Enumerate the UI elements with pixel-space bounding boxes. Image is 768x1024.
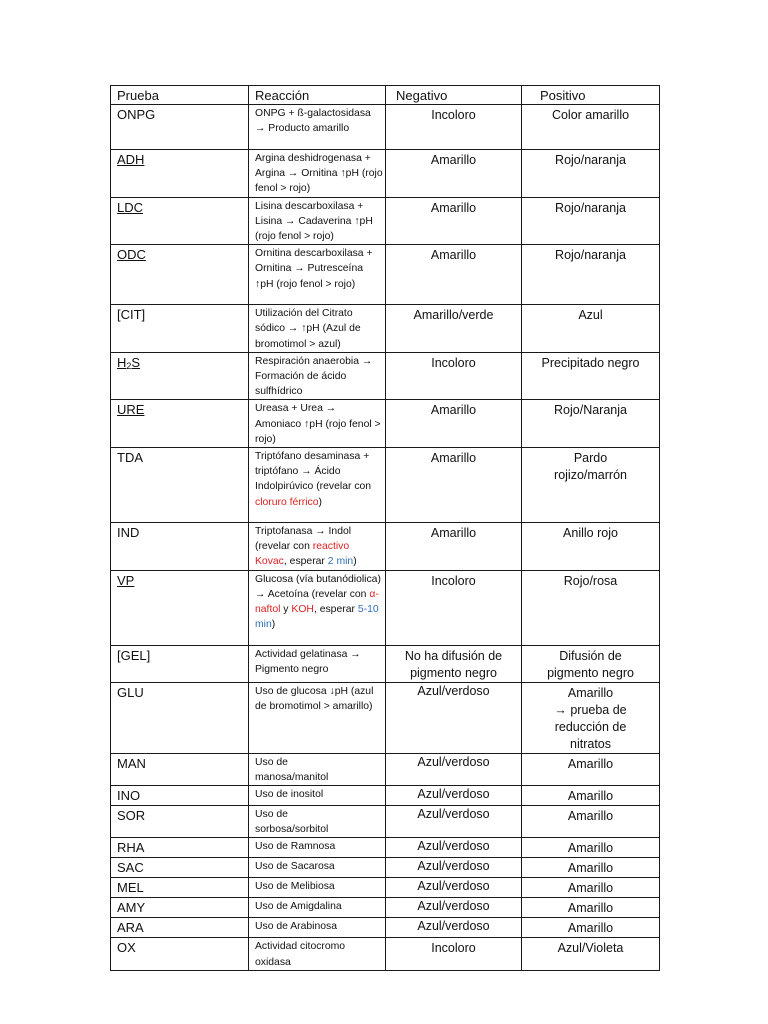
reaction-text: Uso de Amigdalina [255,901,342,913]
negative-result: Amarillo [430,153,477,167]
negative-result: Incoloro [431,355,476,370]
reaction-text: Uso de Sacarosa [255,861,335,873]
reagent-highlight: cloruro férrico [255,496,319,508]
reaction-text: Lisina descarboxilasa + Lisina → Cadaverina ↑pH (rojo fenol > rojo) [255,200,373,243]
reagent-highlight: α-naftol [255,588,379,616]
reaction-text: Uso de glucosa ↓pH (azul de bromotimol > amarillo) [255,685,374,712]
negative-result: Azul/verdoso [417,919,490,934]
reaction-text: Ornitina descarboxilasa + Ornitina → Putresceína ↑pH (rojo fenol > rojo) [255,248,373,290]
test-name: INO [117,788,141,804]
negative-result: Incoloro [431,941,476,956]
table-row-ldc [111,197,660,245]
test-name: [GEL] [117,647,151,663]
negative-result: Azul/verdoso [417,754,490,769]
reaction-text: ONPG + ß-galactosidasa → Producto amarillo [255,108,371,135]
negative-result: Amarillo/verde [413,308,494,323]
reaction-text: Argina deshidrogenasa + Argina → Ornitina ↑pH (rojo fenol > rojo) [255,153,383,195]
table-row-mel [111,878,660,898]
test-name: GLU [117,684,144,700]
reaction-text: Triptófano desaminasa + triptófano → Ácido Indolpirúvico (revelar con cloruro férrico) [255,451,372,508]
reagent-highlight: reactivo Kovac [255,541,350,568]
test-name: IND [117,525,140,541]
negative-result: Amarillo [430,248,477,263]
positive-result: Anillo rojo [563,526,618,541]
table-row-sor [111,806,660,838]
reaction-text: Uso de manosa/manitol [255,756,329,783]
table-row-ind [111,523,660,571]
table-row-ara [111,918,660,938]
negative-result: Azul/verdoso [417,787,490,802]
header-cell-positivo: Positivo [522,86,660,105]
reaction-text: Utilización del Citrato sódico → ↑pH (Azul de bromotimol > azul) [255,308,361,350]
test-name: ONPG [117,107,156,122]
negative-result: Azul/verdoso [417,859,490,874]
table-row-adh [111,150,660,198]
test-name: URE [117,402,145,418]
positive-result: Amarillo [567,921,614,936]
test-name: MEL [117,880,144,896]
test-name: $H_2S$ [117,354,141,371]
test-name: ARA [117,920,144,936]
positive-result: Amarillo [567,881,614,896]
header-cell-negativo: Negativo [386,86,522,105]
reagent-highlight: KOH [291,604,314,616]
positive-result: Amarillo [567,861,614,876]
reaction-text: Uso de inositol [255,789,324,801]
table-row-ox [111,938,660,970]
table-row-cit [111,305,660,353]
negative-result: Azul/verdoso [417,807,490,822]
table-row-amy [111,898,660,918]
table-row-gel [111,645,660,682]
test-name: LDC [117,199,144,215]
positive-result: Amarillo → prueba de reducción de nitratos [554,685,627,751]
reaction-text: Actividad citocromo oxidasa [255,941,346,968]
positive-result: Rojo/naranja [555,200,626,215]
positive-result: Azul [578,308,603,323]
reaction-text: Uso de Melibiosa [255,881,335,893]
table-row-ino [111,786,660,806]
table-row-odc [111,245,660,305]
negative-result: Incoloro [431,573,476,588]
positive-result: Amarillo [567,809,614,824]
test-name: SOR [117,808,146,824]
negative-result: Azul/verdoso [417,879,490,894]
positive-result: Rojo/rosa [563,573,618,588]
positive-result: Rojo/naranja [555,248,626,263]
positive-result: Amarillo [567,841,614,856]
table-row-glu [111,682,660,753]
reaction-text: Uso de Arabinosa [255,921,338,933]
negative-result: No ha difusión de pigmento negro [404,648,503,680]
positive-result: Amarillo [567,789,614,804]
reaction-text: Uso de Ramnosa [255,841,336,853]
positive-result: Rojo/naranja [555,153,626,167]
reaction-text: Triptofanasa → Indol (revelar con reactivo Kovac, esperar 2 min) [255,526,357,568]
test-name: AMY [117,900,146,916]
reaction-text: Uso de sorbosa/sorbitol [255,809,329,836]
negative-result: Azul/verdoso [417,839,490,854]
positive-result: Amarillo [567,901,614,916]
test-name: ODC [117,247,146,263]
test-name: VP [117,572,135,588]
test-name: RHA [117,840,145,856]
table-row-sac [111,858,660,878]
table-row-tda [111,448,660,523]
test-name: ADH [117,152,145,167]
positive-result: Rojo/Naranja [554,403,627,418]
negative-result: Amarillo [430,526,477,541]
header-cell-prueba: Prueba [111,86,249,105]
reaction-text: Glucosa (vía butanódiolica) → Acetoína (revelar con α-naftol y KOH, esperar 5-10 min) [255,573,381,631]
header-cell-reaccion: Reacción [249,86,386,105]
negative-result: Azul/verdoso [417,683,490,698]
time-highlight: 2 min [327,556,354,568]
test-name: TDA [117,450,143,466]
test-name: [CIT] [117,307,146,323]
positive-result: Color amarillo [551,108,630,122]
table-row-onpg [111,105,660,150]
table-header-row [111,86,660,105]
table-row-man [111,753,660,785]
table-row-h2s [111,352,660,400]
table-row-rha [111,838,660,858]
reaction-text: Ureasa + Urea → Amoniaco ↑pH (rojo fenol > rojo) [255,403,381,445]
positive-result: Precipitado negro [541,355,640,370]
positive-result: Difusión de pigmento negro [547,648,634,680]
positive-result: Amarillo [567,756,614,771]
negative-result: Amarillo [430,451,477,466]
negative-result: Amarillo [430,200,477,215]
test-name: OX [117,940,136,956]
reaction-text: Actividad gelatinasa → Pigmento negro [255,648,361,675]
time-highlight: 5-10 min [255,604,379,631]
positive-result: Pardo rojizo/marrón [554,451,627,483]
negative-result: Azul/verdoso [417,899,490,914]
biochemical-tests-table [110,85,660,971]
test-name: MAN [117,755,146,771]
reaction-text: Respiración anaerobia → Formación de ácido sulfhídrico [255,355,373,398]
positive-result: Azul/Violeta [557,941,624,956]
negative-result: Amarillo [430,403,477,418]
table-row-vp [111,570,660,645]
test-name: SAC [117,860,144,876]
table-row-ure [111,400,660,448]
negative-result: Incoloro [431,108,476,122]
